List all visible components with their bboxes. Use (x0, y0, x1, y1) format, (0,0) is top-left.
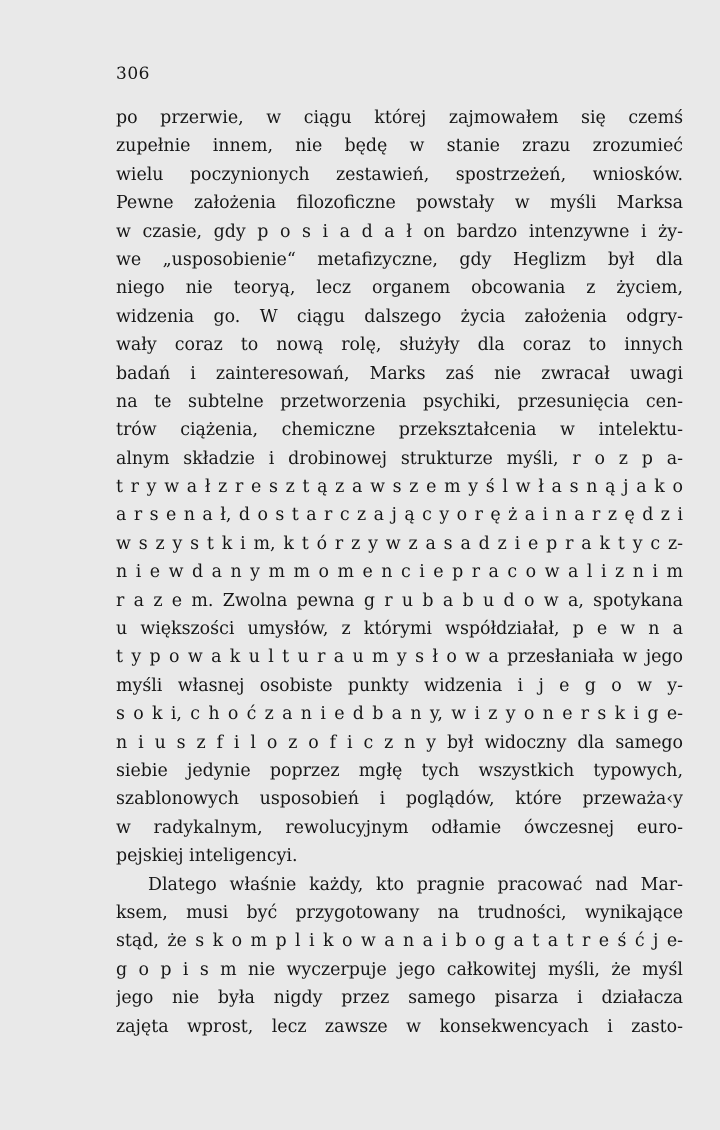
text-line: a r s e n a ł, d o s t a r c z a j ą c y o r ę ż a i n a r z ę d z i (116, 505, 683, 526)
text-line: trów ciążenia, chemiczne przekształcenia w intelektu- (116, 420, 683, 441)
text-line: s o k i, c h o ć z a n i e d b a n y, w i z y o n e r s k i g e- (116, 704, 683, 725)
body-text (116, 104, 683, 1041)
text-line: t y p o w a k u l t u r a u m y s ł o w a przesłaniała w jego (116, 647, 683, 668)
text-line: n i u s z f i l o z o f i c z n y był widoczny dla samego (116, 732, 683, 753)
text-line: niego nie teoryą, lecz organem obcowania z życiem, (116, 278, 683, 299)
text-line: zajęta wprost, lecz zawsze w konsekwencyach i zasto- (116, 1016, 683, 1037)
text-line: alnym składzie i drobinowej strukturze myśli, r o z p a- (116, 448, 683, 469)
text-line: widzenia go. W ciągu dalszego życia założenia odgry- (116, 306, 683, 327)
text-line: w radykalnym, rewolucyjnym odłamie ówczesnej euro- (116, 817, 683, 838)
text-line: siebie jedynie poprzez mgłę tych wszystkich typowych, (116, 760, 683, 781)
text-line: stąd, że s k o m p l i k o w a n a i b o g a t a t r e ś ć j e- (116, 931, 683, 952)
text-line: po przerwie, w ciągu której zajmowałem się czemś (116, 108, 683, 128)
text-line: na te subtelne przetworzenia psychiki, przesunięcia cen- (116, 391, 683, 412)
text-line: ksem, musi być przygotowany na trudności, wynikające (116, 902, 683, 923)
text-line: n i e w d a n y m m o m e n c i e p r a c o w a l i z n i m (116, 562, 683, 583)
text-line: badań i zainteresowań, Marks zaś nie zwracał uwagi (116, 363, 683, 384)
text-line: we „usposobienie“ metafizyczne, gdy Heglizm był dla (116, 249, 683, 270)
text-line: wały coraz to nową rolę, służyły dla coraz to innych (116, 335, 683, 356)
text-line: g o p i s m nie wyczerpuje jego całkowitej myśli, że myśl (116, 959, 683, 980)
text-line: jego nie była nigdy przez samego pisarza i działacza (116, 988, 683, 1009)
text-line: zupełnie innem, nie będę w stanie zrazu zrozumieć (116, 136, 683, 157)
text-line: t r y w a ł z r e s z t ą z a w s z e m y ś l w ł a s n ą j a k o (116, 477, 683, 498)
text-line: Dlatego właśnie każdy, kto pragnie pracować nad Mar- (148, 874, 683, 895)
text-line: szablonowych usposobień i poglądów, które przeważa‹y (116, 789, 683, 810)
text-line: Pewne założenia filozoficzne powstały w myśli Marksa (116, 193, 683, 214)
text-line: myśli własnej osobiste punkty widzenia i j e g o w y- (116, 675, 683, 696)
text-line: pejskiej inteligencyi. (116, 846, 298, 867)
text-line: r a z e m. Zwolna pewna g r u b a b u d o w a, spotykana (116, 590, 683, 611)
text-line: w s z y s t k i m, k t ó r z y w z a s a d z i e p r a k t y c z- (116, 533, 683, 554)
text-line: wielu poczynionych zestawień, spostrzeżeń, wniosków. (116, 164, 683, 185)
text-line: w czasie, gdy p o s i a d a ł on bardzo intenzywne i ży- (116, 221, 683, 242)
text-line: u większości umysłów, z którymi współdziałał, p e w n a (116, 619, 683, 640)
page-number: 306 (116, 64, 150, 84)
